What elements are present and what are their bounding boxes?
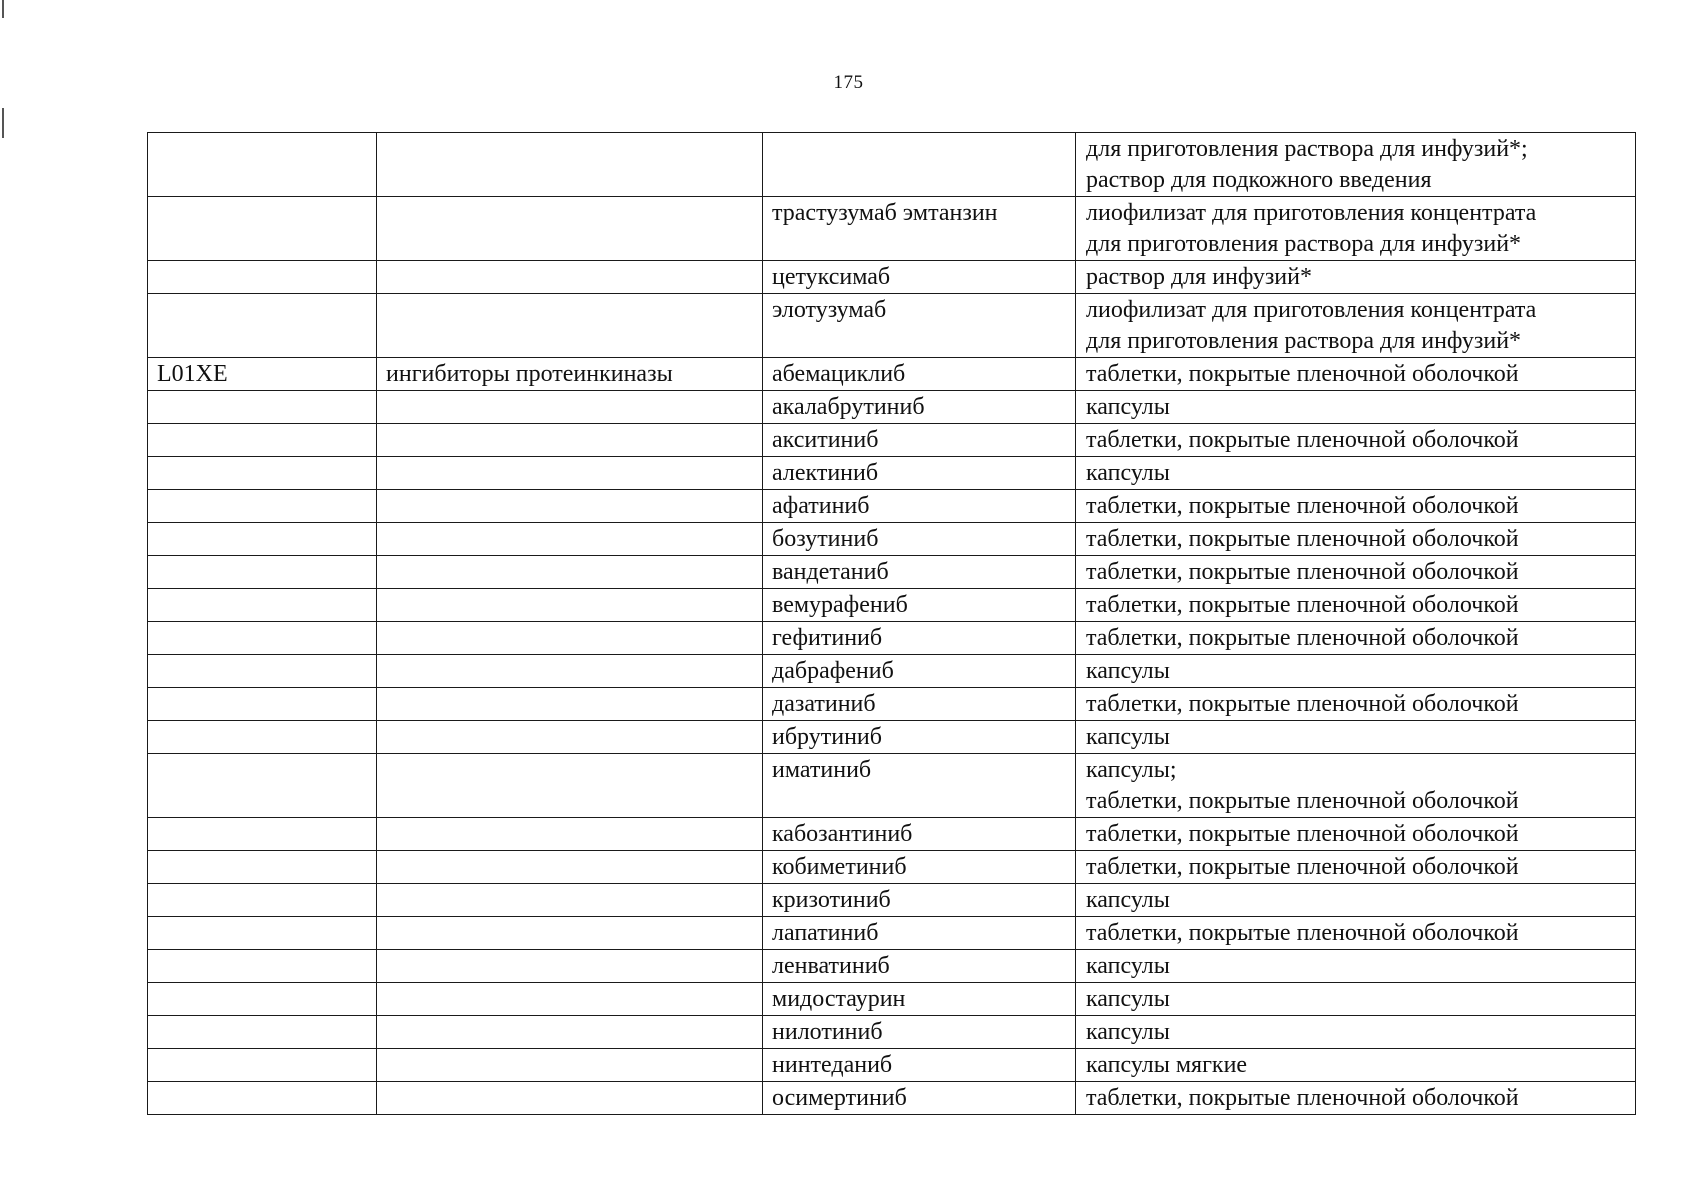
- atc-code-cell: [148, 1082, 377, 1115]
- atc-code-cell: [148, 523, 377, 556]
- atc-code-cell: [148, 424, 377, 457]
- table-row: [148, 391, 1636, 424]
- drug-name-cell: гефитиниб: [763, 622, 1076, 655]
- drug-name-cell: акалабрутиниб: [763, 391, 1076, 424]
- pharmacologic-group-cell: [377, 490, 763, 523]
- drug-name-cell: нинтеданиб: [763, 1049, 1076, 1082]
- atc-code-cell: [148, 197, 377, 261]
- drug-name-cell: вандетаниб: [763, 556, 1076, 589]
- drug-name-cell: осимертиниб: [763, 1082, 1076, 1115]
- medication-table: [147, 132, 1636, 1115]
- atc-code-cell: [148, 457, 377, 490]
- dosage-form-line: капсулы;: [1086, 757, 1177, 783]
- dosage-form-line: капсулы: [1086, 394, 1170, 420]
- dosage-form-line: лиофилизат для приготовления концентрата: [1086, 297, 1537, 323]
- table-row: [148, 294, 1636, 358]
- page-number: 175: [833, 72, 864, 93]
- dosage-form-cell: [1076, 457, 1636, 490]
- pharmacologic-group-cell: [377, 818, 763, 851]
- atc-code-cell: [148, 490, 377, 523]
- table-row: [148, 589, 1636, 622]
- drug-name-cell: абемациклиб: [763, 358, 1076, 391]
- atc-code-cell: [148, 294, 377, 358]
- dosage-form-line: таблетки, покрытые пленочной оболочкой: [1086, 1085, 1519, 1111]
- table-row: [148, 358, 1636, 391]
- pharmacologic-group-cell: [377, 1049, 763, 1082]
- dosage-form-cell: [1076, 950, 1636, 983]
- dosage-form-cell: [1076, 721, 1636, 754]
- dosage-form-line: таблетки, покрытые пленочной оболочкой: [1086, 691, 1519, 717]
- dosage-form-line: таблетки, покрытые пленочной оболочкой: [1086, 592, 1519, 618]
- table-row: [148, 983, 1636, 1016]
- atc-code-cell: [148, 391, 377, 424]
- table-row: [148, 688, 1636, 721]
- dosage-form-line: капсулы: [1086, 953, 1170, 979]
- table-row: [148, 457, 1636, 490]
- dosage-form-line: для приготовления раствора для инфузий*: [1086, 231, 1522, 257]
- atc-code-cell: [148, 818, 377, 851]
- atc-code-cell: [148, 884, 377, 917]
- drug-name-cell: дазатиниб: [763, 688, 1076, 721]
- atc-code-cell: [148, 950, 377, 983]
- pharmacologic-group-cell: [377, 884, 763, 917]
- pharmacologic-group-cell: [377, 655, 763, 688]
- pharmacologic-group-cell: [377, 851, 763, 884]
- dosage-form-cell: [1076, 424, 1636, 457]
- pharmacologic-group-cell: [377, 457, 763, 490]
- dosage-form-line: таблетки, покрытые пленочной оболочкой: [1086, 361, 1519, 387]
- pharmacologic-group-cell: [377, 556, 763, 589]
- dosage-form-line: капсулы: [1086, 986, 1170, 1012]
- pharmacologic-group-cell: [377, 622, 763, 655]
- dosage-form-line: таблетки, покрытые пленочной оболочкой: [1086, 559, 1519, 585]
- pharmacologic-group-cell: [377, 917, 763, 950]
- drug-name-cell: иматиниб: [763, 754, 1076, 818]
- dosage-form-line: для приготовления раствора для инфузий*;: [1086, 136, 1528, 162]
- dosage-form-cell: [1076, 983, 1636, 1016]
- dosage-form-cell: [1076, 556, 1636, 589]
- table-row: [148, 754, 1636, 818]
- atc-code-cell: [148, 261, 377, 294]
- dosage-form-cell: [1076, 133, 1636, 197]
- dosage-form-line: таблетки, покрытые пленочной оболочкой: [1086, 526, 1519, 552]
- atc-code-cell: L01XE: [148, 358, 377, 391]
- dosage-form-cell: [1076, 818, 1636, 851]
- table-row: [148, 655, 1636, 688]
- drug-name-cell: элотузумаб: [763, 294, 1076, 358]
- dosage-form-line: раствор для подкожного введения: [1086, 167, 1432, 193]
- atc-code-cell: [148, 721, 377, 754]
- dosage-form-line: капсулы: [1086, 724, 1170, 750]
- dosage-form-cell: [1076, 490, 1636, 523]
- drug-name-cell: кризотиниб: [763, 884, 1076, 917]
- table-row: [148, 133, 1636, 197]
- dosage-form-line: капсулы мягкие: [1086, 1052, 1248, 1078]
- table-row: [148, 622, 1636, 655]
- drug-name-cell: вемурафениб: [763, 589, 1076, 622]
- table-row: [148, 917, 1636, 950]
- table-row: [148, 1082, 1636, 1115]
- dosage-form-line: капсулы: [1086, 658, 1170, 684]
- dosage-form-line: капсулы: [1086, 460, 1170, 486]
- dosage-form-line: раствор для инфузий*: [1086, 264, 1312, 290]
- atc-code-cell: [148, 688, 377, 721]
- table-row: [148, 1049, 1636, 1082]
- atc-code-cell: [148, 589, 377, 622]
- dosage-form-line: таблетки, покрытые пленочной оболочкой: [1086, 788, 1519, 814]
- atc-code-cell: [148, 622, 377, 655]
- dosage-form-cell: [1076, 261, 1636, 294]
- dosage-form-cell: [1076, 884, 1636, 917]
- drug-name-cell: дабрафениб: [763, 655, 1076, 688]
- pharmacologic-group-cell: [377, 424, 763, 457]
- dosage-form-line: таблетки, покрытые пленочной оболочкой: [1086, 821, 1519, 847]
- pharmacologic-group-cell: [377, 589, 763, 622]
- table-row: [148, 424, 1636, 457]
- pharmacologic-group-cell: [377, 1016, 763, 1049]
- dosage-form-line: капсулы: [1086, 887, 1170, 913]
- dosage-form-cell: [1076, 622, 1636, 655]
- dosage-form-line: таблетки, покрытые пленочной оболочкой: [1086, 625, 1519, 651]
- drug-name-cell: афатиниб: [763, 490, 1076, 523]
- drug-name-cell: акситиниб: [763, 424, 1076, 457]
- dosage-form-cell: [1076, 1049, 1636, 1082]
- pharmacologic-group-cell: [377, 721, 763, 754]
- pharmacologic-group-cell: [377, 261, 763, 294]
- pharmacologic-group-cell: [377, 294, 763, 358]
- pharmacologic-group-cell: [377, 688, 763, 721]
- pharmacologic-group-cell: [377, 950, 763, 983]
- dosage-form-cell: [1076, 523, 1636, 556]
- drug-name-cell: кобиметиниб: [763, 851, 1076, 884]
- scan-edge-mark: [2, 108, 4, 138]
- drug-name-cell: мидостаурин: [763, 983, 1076, 1016]
- dosage-form-cell: [1076, 655, 1636, 688]
- dosage-form-cell: [1076, 1082, 1636, 1115]
- atc-code-cell: [148, 917, 377, 950]
- table-row: [148, 721, 1636, 754]
- dosage-form-line: капсулы: [1086, 1019, 1170, 1045]
- dosage-form-cell: [1076, 1016, 1636, 1049]
- drug-name-cell: трастузумаб эмтанзин: [763, 197, 1076, 261]
- dosage-form-cell: [1076, 391, 1636, 424]
- atc-code-cell: [148, 1016, 377, 1049]
- dosage-form-line: таблетки, покрытые пленочной оболочкой: [1086, 493, 1519, 519]
- atc-code-cell: [148, 556, 377, 589]
- dosage-form-cell: [1076, 688, 1636, 721]
- table-body: [148, 133, 1636, 1115]
- table-row: [148, 851, 1636, 884]
- pharmacologic-group-cell: [377, 1082, 763, 1115]
- dosage-form-cell: [1076, 197, 1636, 261]
- dosage-form-cell: [1076, 851, 1636, 884]
- atc-code-cell: [148, 1049, 377, 1082]
- atc-code-cell: [148, 983, 377, 1016]
- atc-code-cell: [148, 133, 377, 197]
- drug-name-cell: лапатиниб: [763, 917, 1076, 950]
- pharmacologic-group-cell: [377, 391, 763, 424]
- drug-name-cell: цетуксимаб: [763, 261, 1076, 294]
- table-row: [148, 818, 1636, 851]
- dosage-form-line: для приготовления раствора для инфузий*: [1086, 328, 1522, 354]
- dosage-form-cell: [1076, 589, 1636, 622]
- atc-code-cell: [148, 851, 377, 884]
- scan-edge-mark: [2, 0, 4, 18]
- pharmacologic-group-cell: [377, 523, 763, 556]
- dosage-form-line: таблетки, покрытые пленочной оболочкой: [1086, 920, 1519, 946]
- table-row: [148, 950, 1636, 983]
- drug-name-cell: нилотиниб: [763, 1016, 1076, 1049]
- dosage-form-cell: [1076, 358, 1636, 391]
- drug-name-cell: бозутиниб: [763, 523, 1076, 556]
- drug-name-cell: ибрутиниб: [763, 721, 1076, 754]
- atc-code-cell: [148, 754, 377, 818]
- table-row: [148, 490, 1636, 523]
- dosage-form-line: таблетки, покрытые пленочной оболочкой: [1086, 854, 1519, 880]
- table-row: [148, 556, 1636, 589]
- table-row: [148, 261, 1636, 294]
- drug-name-cell: алектиниб: [763, 457, 1076, 490]
- pharmacologic-group-cell: [377, 197, 763, 261]
- pharmacologic-group-cell: [377, 133, 763, 197]
- table-row: [148, 523, 1636, 556]
- table-row: [148, 1016, 1636, 1049]
- drug-name-cell: ленватиниб: [763, 950, 1076, 983]
- drug-name-cell: кабозантиниб: [763, 818, 1076, 851]
- dosage-form-cell: [1076, 754, 1636, 818]
- dosage-form-line: лиофилизат для приготовления концентрата: [1086, 200, 1537, 226]
- dosage-form-cell: [1076, 294, 1636, 358]
- drug-name-cell: [763, 133, 1076, 197]
- dosage-form-line: таблетки, покрытые пленочной оболочкой: [1086, 427, 1519, 453]
- atc-code-cell: [148, 655, 377, 688]
- pharmacologic-group-cell: [377, 983, 763, 1016]
- pharmacologic-group-cell: [377, 754, 763, 818]
- dosage-form-cell: [1076, 917, 1636, 950]
- table-row: [148, 884, 1636, 917]
- pharmacologic-group-cell: ингибиторы протеинкиназы: [377, 358, 763, 391]
- table-row: [148, 197, 1636, 261]
